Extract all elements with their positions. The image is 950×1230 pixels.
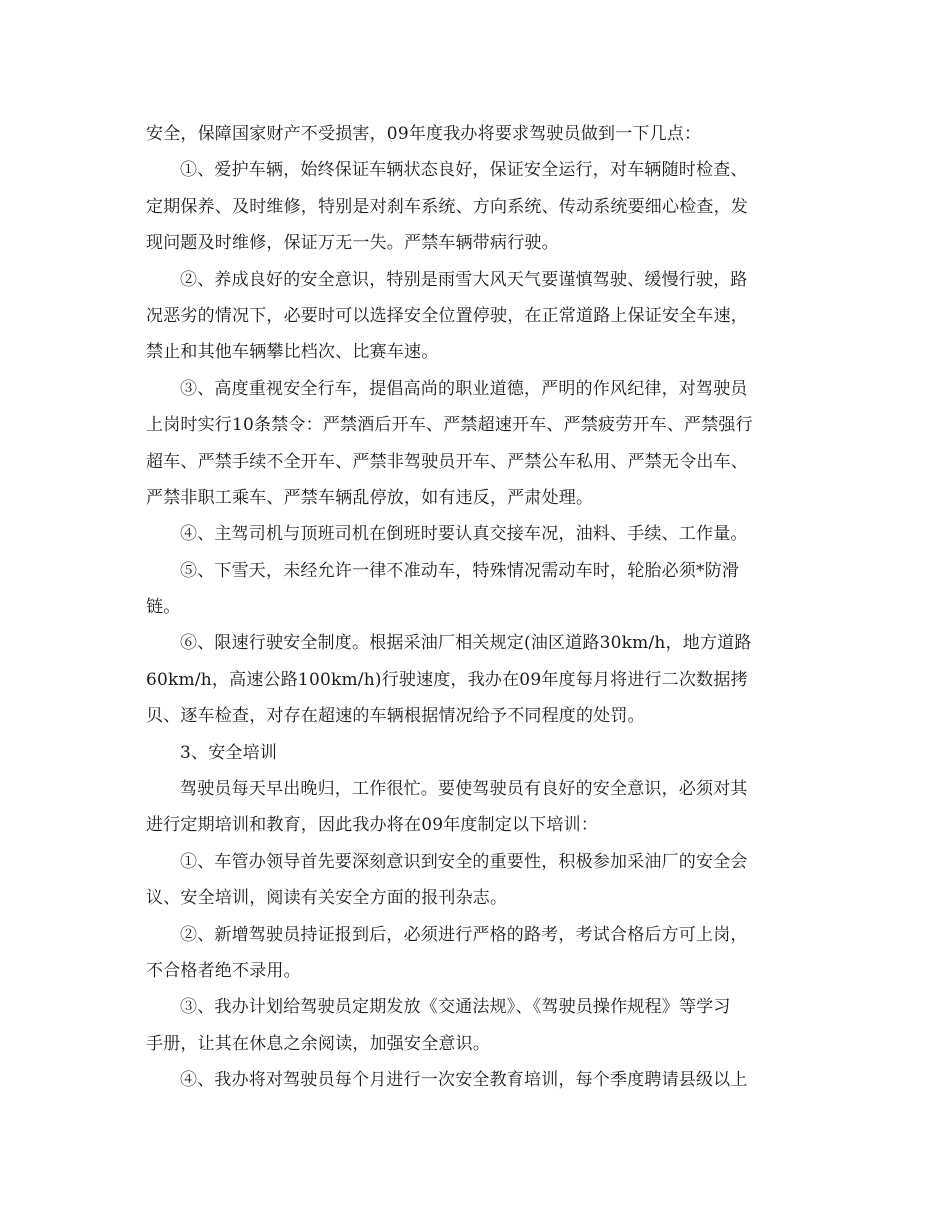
text-line: 定期保养、及时维修，特别是对刹车系统、方向系统、传动系统要细心检查，发 — [146, 196, 748, 217]
text-line: 议、安全培训，阅读有关安全方面的报刊杂志。 — [146, 888, 508, 909]
text-line: 上岗时实行10条禁令：严禁酒后开车、严禁超速开车、严禁疲劳开车、严禁强行 — [146, 415, 753, 436]
text-line: 驾驶员每天早出晚归，工作很忙。要使驾驶员有良好的安全意识，必须对其 — [180, 779, 748, 800]
text-line: 3、安全培训 — [180, 742, 278, 763]
text-line: ⑤、下雪天，未经允许一律不准动车，特殊情况需动车时，轮胎必须*防滑 — [180, 560, 740, 581]
text-line: ②、新增驾驶员持证报到后，必须进行严格的路考，考试合格后方可上岗， — [180, 924, 748, 945]
text-line: 况恶劣的情况下，必要时可以选择安全位置停驶，在正常道路上保证安全车速， — [146, 305, 748, 326]
text-line: 禁止和其他车辆攀比档次、比赛车速。 — [146, 342, 439, 363]
text-line: ③、高度重视安全行车，提倡高尚的职业道德，严明的作风纪律，对驾驶员 — [180, 378, 748, 399]
text-line: 手册，让其在休息之余阅读，加强安全意识。 — [146, 1033, 490, 1054]
text-line: ①、车管办领导首先要深刻意识到安全的重要性，积极参加采油厂的安全会 — [180, 851, 748, 872]
text-line: 严禁非职工乘车、严禁车辆乱停放，如有违反，严肃处理。 — [146, 487, 594, 508]
text-line: 60km/h，高速公路100km/h)行驶速度，我办在09年度每月将进行二次数据拷 — [146, 669, 748, 690]
text-line: ②、养成良好的安全意识，特别是雨雪大风天气要谨慎驾驶、缓慢行驶，路 — [180, 269, 748, 290]
text-line: 贝、逐车检查，对存在超速的车辆根据情况给予不同程度的处罚。 — [146, 706, 645, 727]
text-line: ④、主驾司机与顶班司机在倒班时要认真交接车况，油料、手续、工作量。 — [180, 524, 748, 545]
text-line: 不合格者绝不录用。 — [146, 960, 301, 981]
text-line: 超车、严禁手续不全开车、严禁非驾驶员开车、严禁公车私用、严禁无令出车、 — [146, 451, 748, 472]
text-line: 链。 — [146, 597, 181, 618]
text-line: 安全，保障国家财产不受损害，09年度我办将要求驾驶员做到一下几点： — [146, 124, 702, 144]
document-body — [146, 116, 808, 1099]
text-line: ③、我办计划给驾驶员定期发放《交通法规》、《驾驶员操作规程》等学习 — [180, 997, 731, 1018]
text-line: 现问题及时维修，保证万无一失。严禁车辆带病行驶。 — [146, 233, 559, 254]
text-line: ④、我办将对驾驶员每个月进行一次安全教育培训，每个季度聘请县级以上 — [180, 1070, 748, 1091]
text-line: 进行定期培训和教育，因此我办将在09年度制定以下培训： — [146, 815, 599, 836]
text-line: ⑥、限速行驶安全制度。根据采油厂相关规定(油区道路30km/h，地方道路 — [180, 633, 752, 654]
text-line: ①、爱护车辆，始终保证车辆状态良好，保证安全运行，对车辆随时检查、 — [180, 160, 748, 181]
